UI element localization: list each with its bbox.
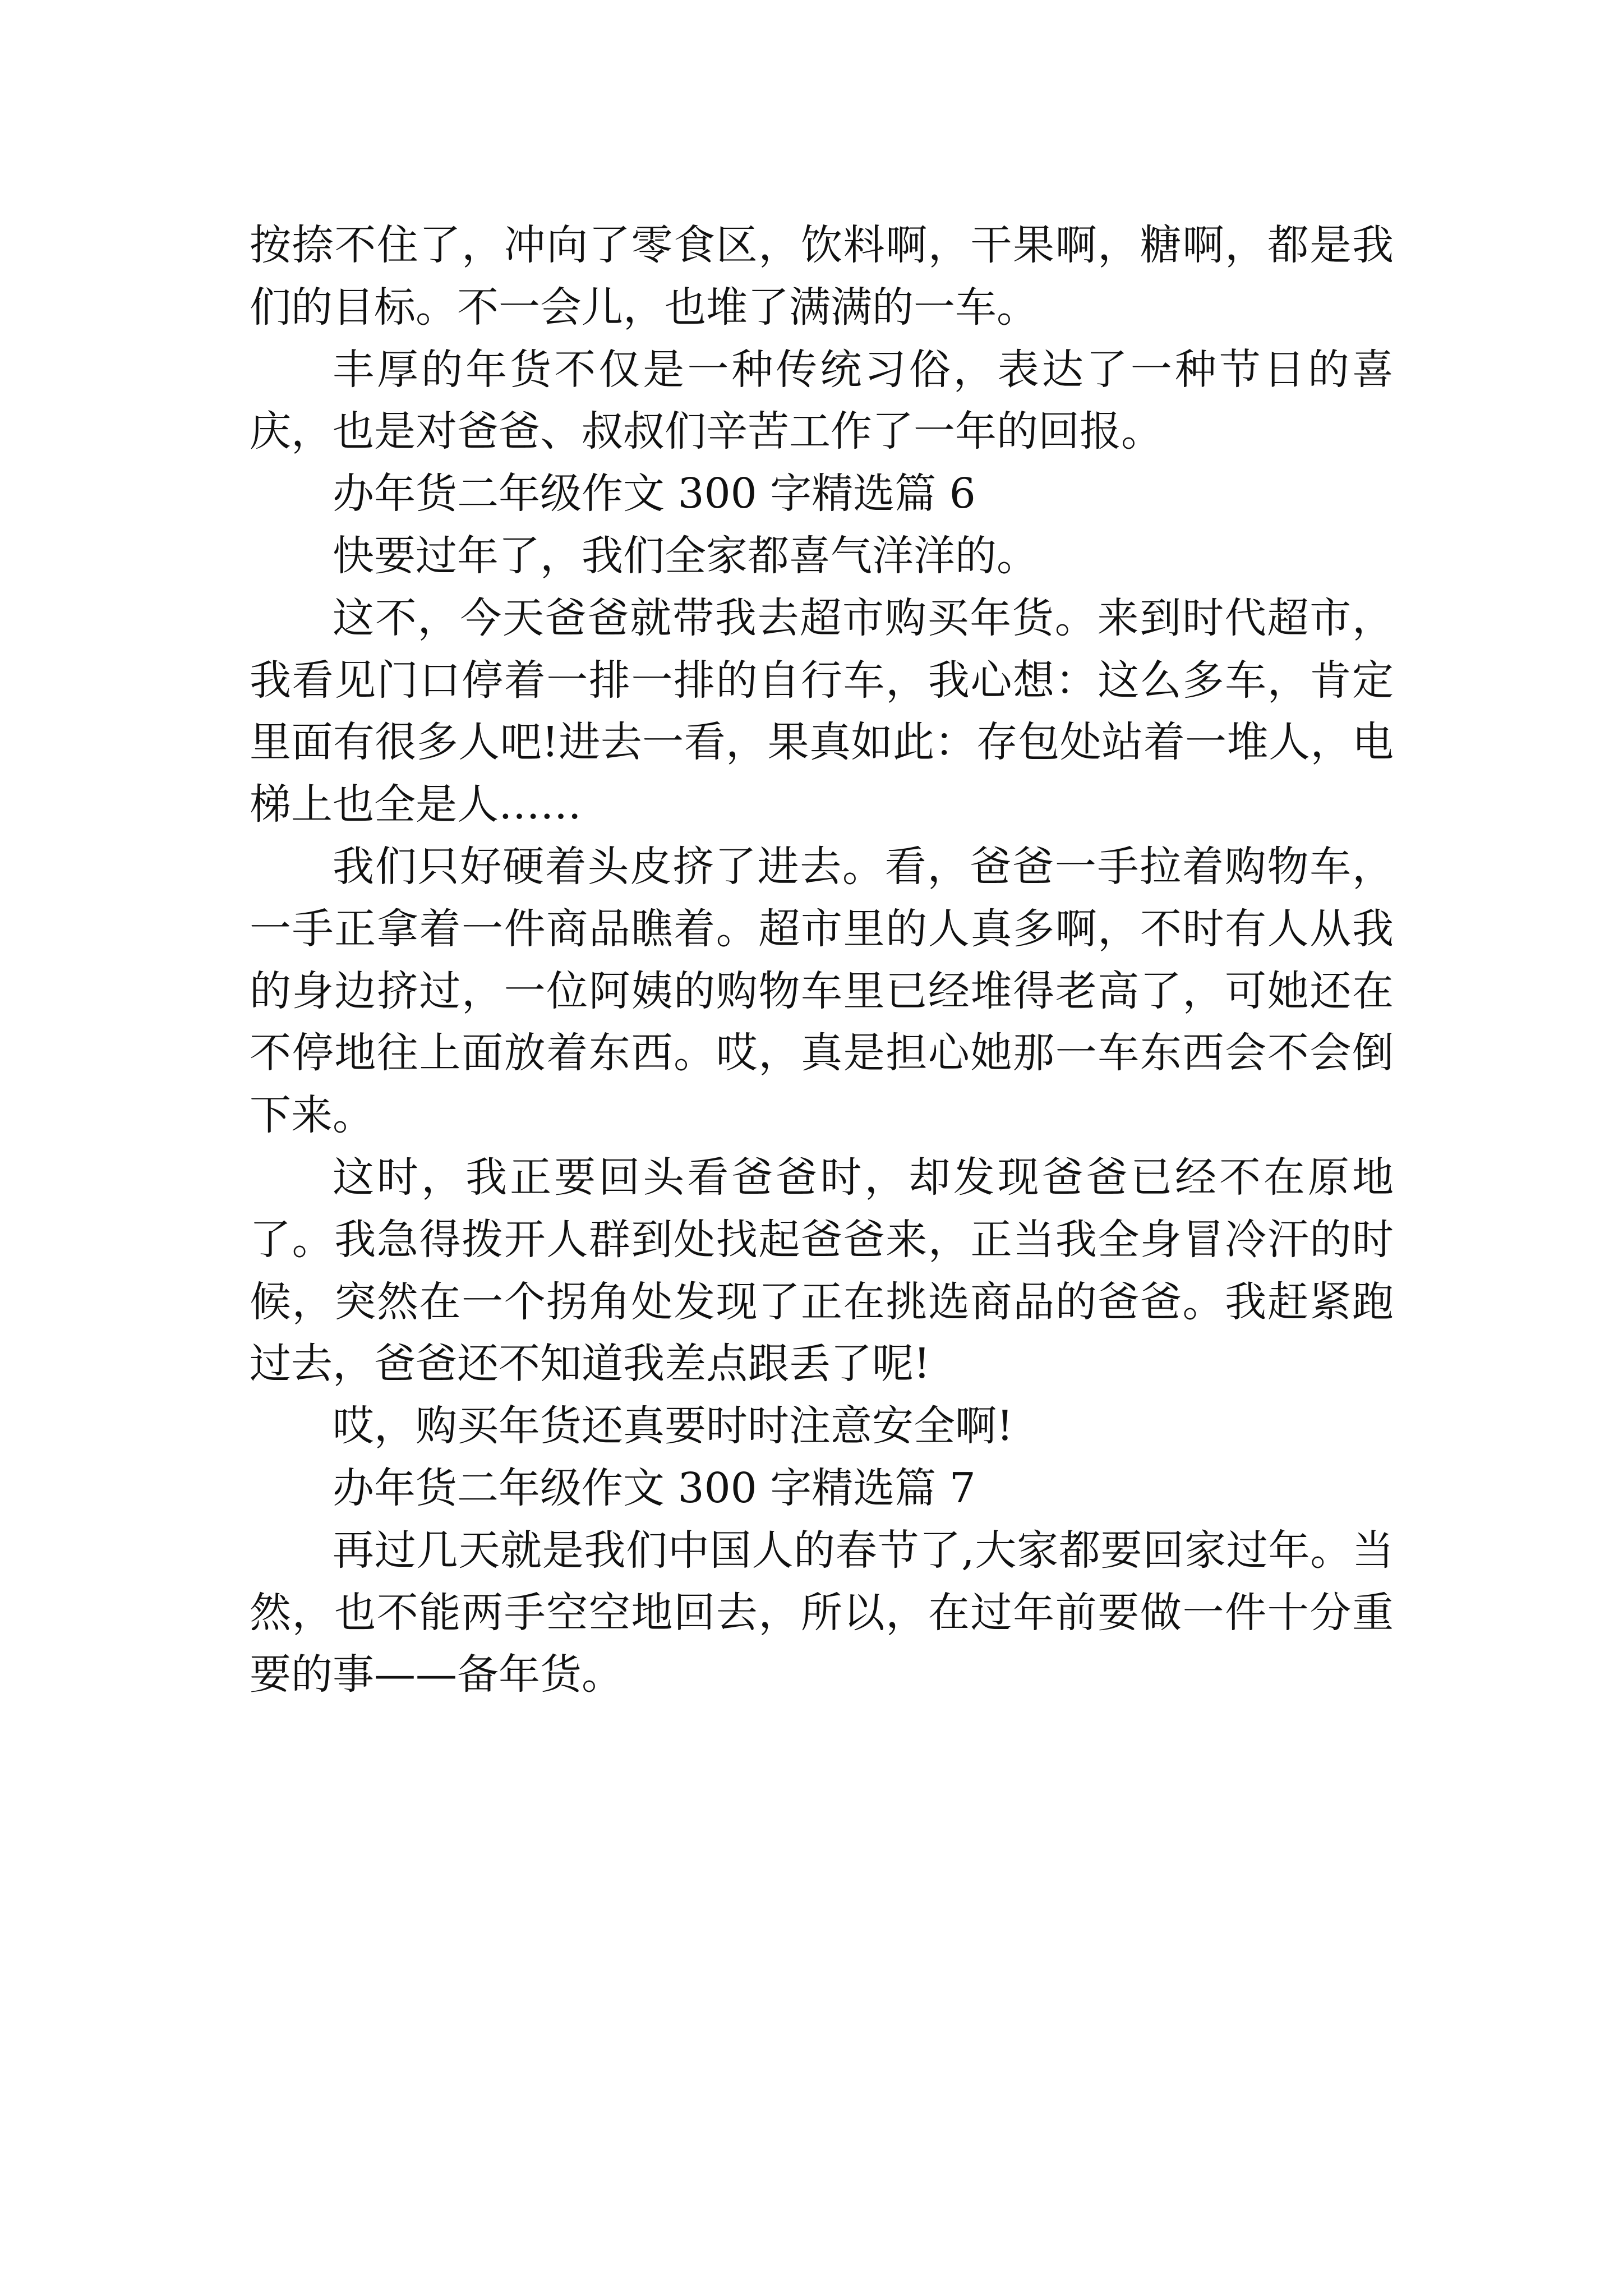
paragraph: 丰厚的年货不仅是一种传统习俗，表达了一种节日的喜庆，也是对爸爸、叔叔们辛苦工作了一年的回报。	[250, 345, 1394, 456]
section-heading: 办年货二年级作文 300 字精选篇 7	[333, 1464, 976, 1512]
paragraph: 这时，我正要回头看爸爸时，却发现爸爸已经不在原地了。我急得拨开人群到处找起爸爸来，正当我全身冒冷汗的时候，突然在一个拐角处发现了正在挑选商品的爸爸。我赶紧跑过去，爸爸还不知道我差点跟丢了呢!	[250, 1153, 1394, 1388]
document-body	[250, 214, 1394, 1706]
paragraph-continuation: 按捺不住了，冲向了零食区，饮料啊，干果啊，糖啊，都是我们的目标。不一会儿，也堆了满满的一车。	[250, 221, 1394, 332]
section-heading: 办年货二年级作文 300 字精选篇 6	[333, 470, 976, 518]
paragraph: 快要过年了，我们全家都喜气洋洋的。	[333, 531, 1038, 580]
paragraph: 这不，今天爸爸就带我去超市购买年货。来到时代超市，我看见门口停着一排一排的自行车，我心想：这么多车，肯定里面有很多人吧!进去一看，果真如此：存包处站着一堆人，电梯上也全是人……	[250, 593, 1394, 829]
paragraph: 我们只好硬着头皮挤了进去。看，爸爸一手拉着购物车，一手正拿着一件商品瞧着。超市里的人真多啊，不时有人从我的身边挤过，一位阿姨的购物车里已经堆得老高了，可她还在不停地往上面放着东西。哎，真是担心她那一车东西会不会倒下来。	[250, 842, 1394, 1140]
paragraph: 再过几天就是我们中国人的春节了,大家都要回家过年。当然，也不能两手空空地回去，所以，在过年前要做一件十分重要的事——备年货。	[250, 1526, 1394, 1699]
paragraph: 哎，购买年货还真要时时注意安全啊!	[333, 1402, 1013, 1451]
